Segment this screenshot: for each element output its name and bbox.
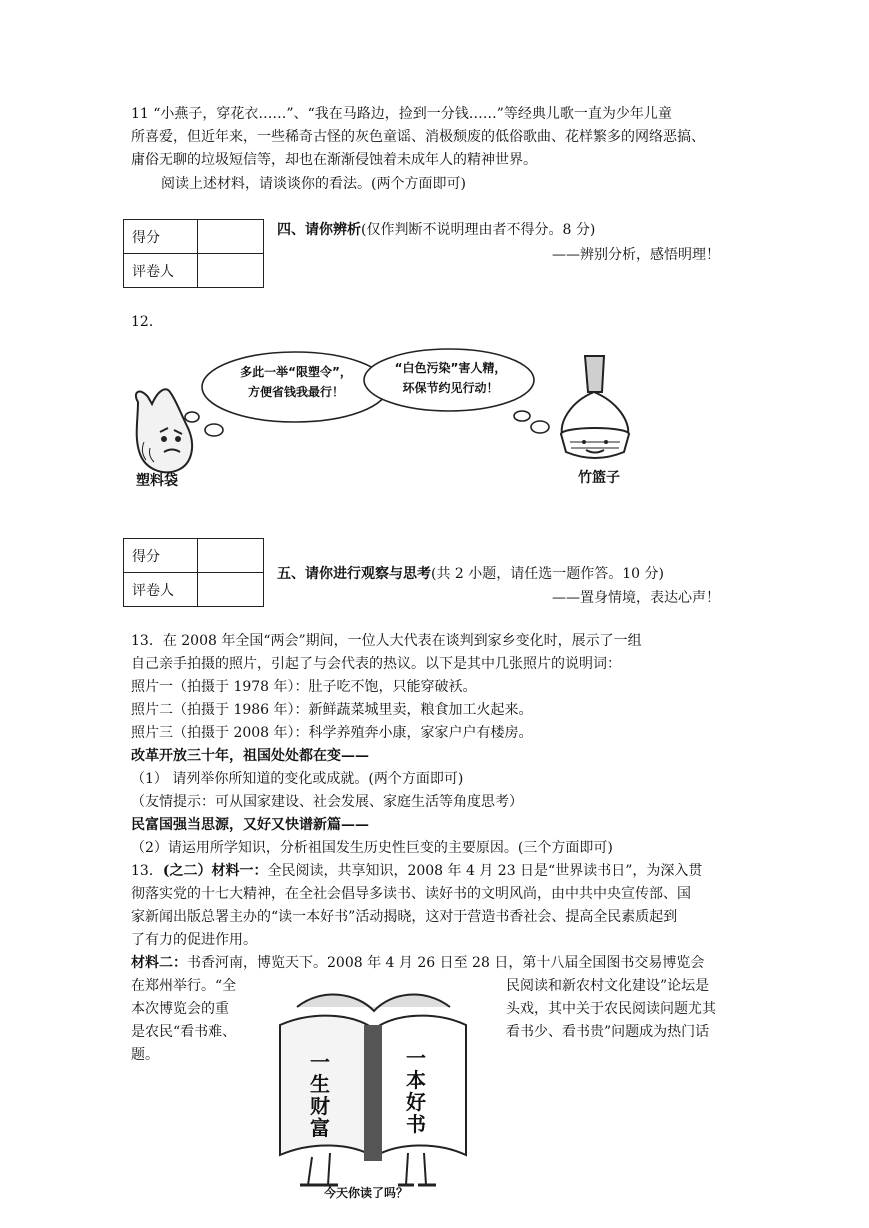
q13-hint: （友情提示：可从国家建设、社会发展、家庭生活等角度思考）: [131, 794, 523, 810]
left-bubble-line2: 方便省钱我最行！: [247, 385, 344, 399]
q13b-left3: 是农民“看书难、: [131, 1024, 237, 1040]
q13-photo1: 照片一（拍摄于 1978 年）：肚子吃不饱，只能穿破袄。: [131, 679, 477, 695]
score-table-section5: [123, 538, 264, 607]
q13-line1: 13．在 2008 年全国“两会”期间，一位人大代表在谈判到家乡变化时，展示了一组: [131, 633, 642, 649]
section5-title: 五、请你进行观察与思考: [277, 566, 431, 582]
right-bubble-line1: “白色污染”害人精，: [394, 361, 507, 375]
right-page-text: 一本好书: [406, 1046, 426, 1136]
q13-line2: 自己亲手拍摄的照片，引起了与会代表的热议。以下是其中几张照片的说明词：: [131, 656, 621, 672]
score-cell: [198, 539, 264, 573]
q13b-line3: 家新闻出版总署主办的“读一本好书”活动揭晓，这对于营造书香社会、提高全民素质起到: [131, 909, 678, 925]
q11-line1: 11 “小燕子，穿花衣……”、“我在马路边，捡到一分钱……”等经典儿歌一直为少年儿童: [131, 106, 672, 122]
score-table-section4: [123, 219, 264, 288]
q13b-left4: 题。: [131, 1047, 159, 1063]
q13-heading2: 民富国强当思源，又好又快谱新篇——: [131, 817, 369, 833]
right-bubble-text: [378, 358, 523, 398]
q13b-right2: 头戏，其中关于农民阅读问题尤其: [506, 1001, 716, 1017]
left-bubble-text: [216, 362, 376, 402]
section4-motto: ——辨别分析，感悟明理！: [552, 247, 720, 263]
book-cartoon-caption: 今天你读了吗？: [324, 1186, 409, 1200]
grader-cell: [198, 573, 264, 607]
section5-note: (共 2 小题，请任选一题作答。10 分): [431, 566, 664, 582]
section4-note: (仅作判断不说明理由者不得分。8 分): [361, 222, 596, 238]
q13-photo3: 照片三（拍摄于 2008 年）：科学养殖奔小康，家家户户有楼房。: [131, 725, 533, 741]
section4-title: 四、请你辨析: [277, 222, 361, 238]
q13b-material1-text: 全民阅读，共享知识，2008 年 4 月 23 日是“世界读书日”，为深入贯: [267, 863, 703, 879]
section5-heading: [277, 563, 664, 583]
grader-cell: [198, 254, 264, 288]
right-bubble-line2: 环保节约见行动！: [402, 381, 499, 395]
grader-label: 评卷人: [124, 573, 198, 607]
score-label: 得分: [124, 539, 198, 573]
score-cell: [198, 220, 264, 254]
book-illustration: [272, 985, 472, 1203]
q13b-right3: 看书少、看书贵”问题成为热门话: [506, 1024, 710, 1040]
score-label: 得分: [124, 220, 198, 254]
grader-label: 评卷人: [124, 254, 198, 288]
q13b-line2: 彻落实党的十七大精神，在全社会倡导多读书、读好书的文明风尚，由中共中央宣传部、国: [131, 886, 691, 902]
plastic-bag-figure: [136, 389, 192, 472]
q13-sub1: （1） 请列举你所知道的变化或成就。(两个方面即可): [131, 771, 464, 787]
q13b-material2-text: 书香河南，博览天下。2008 年 4 月 26 日至 28 日，第十八届全国图书交易博览会: [187, 955, 705, 971]
reading-book-cartoon: [272, 985, 472, 1203]
q13b-right1: 民阅读和新农村文化建设”论坛是: [506, 978, 710, 994]
bamboo-basket-figure: [561, 356, 629, 458]
q13-heading1: 改革开放三十年，祖国处处都在变——: [131, 748, 369, 764]
left-page-text: 一生财富: [310, 1050, 330, 1140]
plastic-bag-caption: 塑料袋: [136, 473, 178, 489]
q13b-material1-label: (之二）材料一：: [162, 863, 268, 879]
section5-motto: ——置身情境，表达心声！: [552, 590, 720, 606]
q13b-line1: [131, 860, 702, 882]
left-bubble-line1: 多此一举“限塑令”，: [240, 365, 352, 379]
q12-number: 12．: [131, 314, 163, 330]
q13b-left1: 在郑州举行。“全: [131, 978, 237, 994]
bamboo-basket-caption: 竹篮子: [578, 470, 620, 486]
q13b-line4: 了有力的促进作用。: [131, 932, 257, 948]
q13b-material2: [131, 952, 704, 974]
q13-sub2: （2）请运用所学知识，分析祖国发生历史性巨变的主要原因。(三个方面即可): [131, 840, 613, 856]
section4-heading: [277, 219, 595, 239]
q11-line3: 庸俗无聊的垃圾短信等，却也在渐渐侵蚀着未成年人的精神世界。: [131, 152, 537, 168]
q13-photo2: 照片二（拍摄于 1986 年）：新鲜蔬菜城里卖，粮食加工火起来。: [131, 702, 533, 718]
q11-line2: 所喜爱，但近年来，一些稀奇古怪的灰色童谣、消极颓废的低俗歌曲、花样繁多的网络恶搞、: [131, 129, 705, 145]
q13b-material2-label: 材料二：: [131, 955, 187, 971]
q13b-left2: 本次博览会的重: [131, 1001, 229, 1017]
plastic-bag-cartoon: [130, 342, 668, 504]
q11-prompt: 阅读上述材料，请谈谈你的看法。(两个方面即可): [161, 176, 466, 192]
q13b-prefix: 13．: [131, 863, 163, 879]
